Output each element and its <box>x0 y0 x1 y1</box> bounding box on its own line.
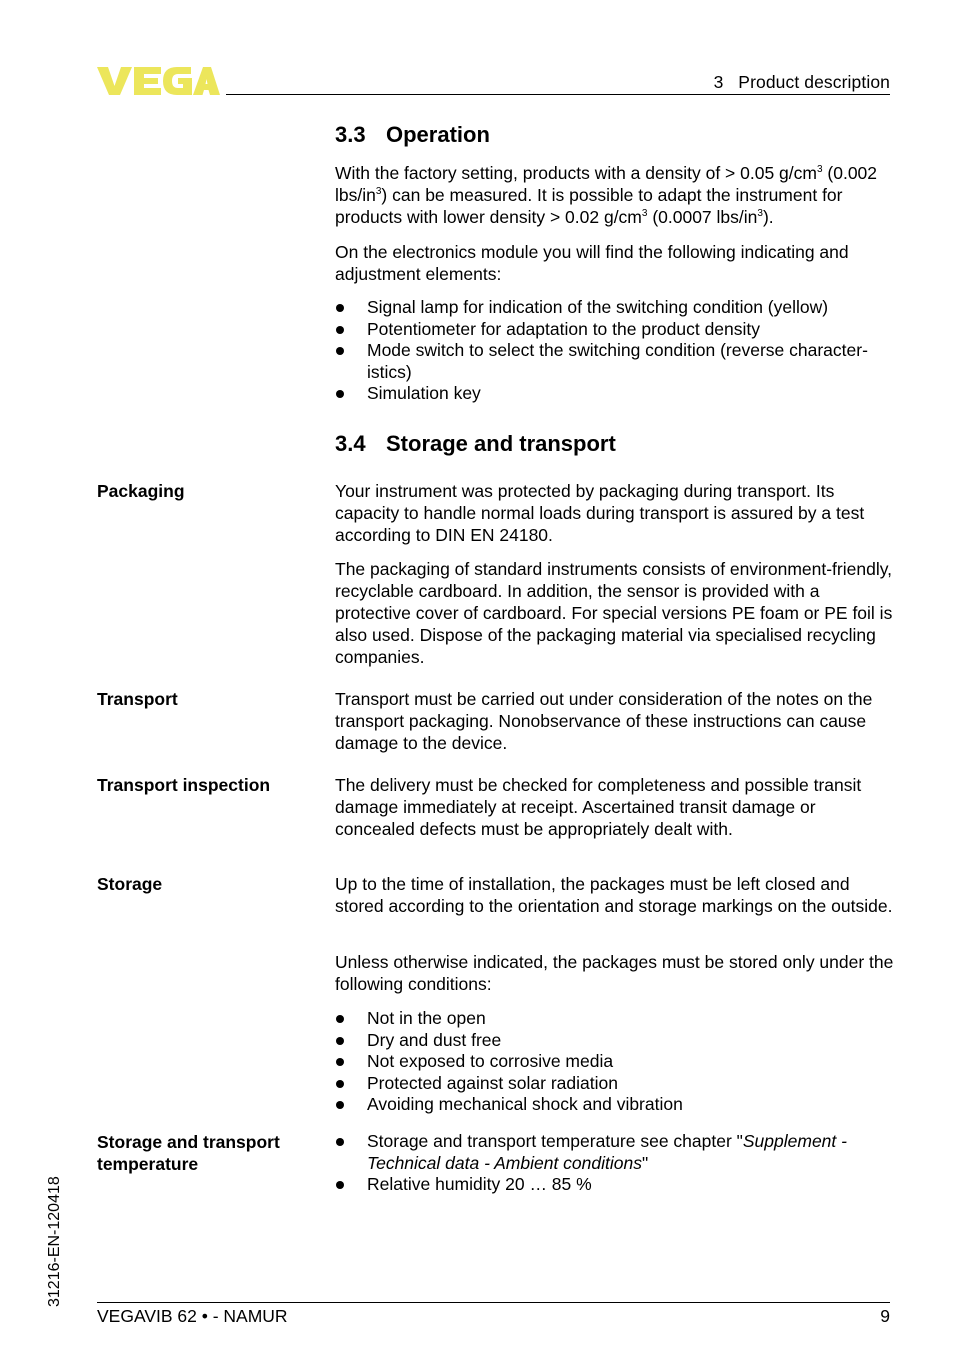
sidebar-label-storage: Storage <box>97 874 163 894</box>
vega-logo <box>97 64 220 98</box>
chapter-reference: Supplement - Technical data - Ambient conditions <box>367 1131 847 1173</box>
packaging-paragraph-1 <box>335 480 895 546</box>
footer-rule <box>97 1302 890 1303</box>
paragraph-text: The packaging of standard instruments consists of environment-friendly, recyclable cardboard. In addition, the sensor is provided with a protective cover of cardboard. For special versions PE foam or PE foil is also used. Dispose of the packaging material via specialised recycling companies. <box>335 559 893 667</box>
superscript: 3 <box>641 208 648 219</box>
storage-temperature-list <box>335 1131 895 1196</box>
packaging-paragraph-2 <box>335 558 895 668</box>
list-item: Simulation key <box>335 383 895 405</box>
text-run: With the factory setting, products with a density of > 0.05 g/cm <box>335 163 817 183</box>
label-line: Storage and transport <box>97 1132 280 1152</box>
list-item: Dry and dust free <box>335 1030 895 1052</box>
document-number: 31216-EN-120418 <box>46 1176 63 1307</box>
text-run: (0.002 lbs/in <box>335 163 878 205</box>
storage-paragraph-1 <box>335 873 895 917</box>
paragraph-text: Transport must be carried out under consideration of the notes on the transport packaging. Nonobservance of these instructions can cause damage to the device. <box>335 689 873 753</box>
operation-bullet-list <box>335 297 895 405</box>
section-number: 3.3 <box>335 122 366 147</box>
section-number: 3.4 <box>335 431 366 456</box>
storage-conditions-list <box>335 1008 895 1116</box>
superscript: 3 <box>375 186 382 197</box>
paragraph-text: The delivery must be checked for completeness and possible transit damage immediately at receipt. Ascertained transit damage or concealed defects must be appropriately dealt with. <box>335 775 862 839</box>
header-section-label: 3 Product description <box>713 72 890 92</box>
paragraph-text: Up to the time of installation, the packages must be left closed and stored according to the orientation and storage markings on the outside. <box>335 874 893 916</box>
text-run: ). <box>762 207 774 227</box>
superscript: 3 <box>757 208 763 219</box>
superscript: 3 <box>816 164 823 175</box>
vega-logo-icon <box>97 64 220 98</box>
section-title: Storage and transport <box>386 431 616 456</box>
header-rule <box>226 94 890 95</box>
text-run: " <box>641 1152 649 1173</box>
transport-inspection-paragraph <box>335 774 895 840</box>
list-item: Avoiding mechanical shock and vibration <box>335 1094 895 1116</box>
operation-paragraph-2 <box>335 241 895 285</box>
list-item: Not exposed to corrosive media <box>335 1051 895 1073</box>
list-item: Potentiometer for adaptation to the product density <box>335 319 895 341</box>
list-item: Protected against solar radiation <box>335 1073 895 1095</box>
section-heading-operation <box>335 122 895 148</box>
sidebar-label-transport-inspection: Transport inspection <box>97 775 271 795</box>
text-run: (0.0007 lbs/in <box>647 207 758 227</box>
page-number: 9 <box>880 1306 890 1326</box>
text-run: ) can be measured. It is possible to adapt the instrument for products with lower density > 0.02 g/cm <box>335 185 843 227</box>
list-item: Mode switch to select the switching condition (reverse character-istics) <box>335 340 895 383</box>
operation-paragraph-1 <box>335 162 895 228</box>
list-item: Relative humidity 20 … 85 % <box>335 1174 895 1196</box>
list-item: Signal lamp for indication of the switching condition (yellow) <box>335 297 895 319</box>
list-item <box>335 1131 895 1174</box>
paragraph-text: Your instrument was protected by packaging during transport. Its capacity to handle normal loads during transport is assured by a test according to DIN EN 24180. <box>335 481 865 545</box>
sidebar-label-transport: Transport <box>97 689 178 709</box>
label-line: temperature <box>97 1154 199 1174</box>
text-run: Storage and transport temperature see chapter " <box>367 1131 743 1151</box>
paragraph-text: On the electronics module you will find the following indicating and adjustment elements: <box>335 242 849 284</box>
sidebar-label-storage-temperature <box>97 1131 322 1175</box>
footer-product-name: VEGAVIB 62 • - NAMUR <box>97 1306 288 1326</box>
paragraph-text: Unless otherwise indicated, the packages must be stored only under the following conditions: <box>335 952 894 994</box>
list-item: Not in the open <box>335 1008 895 1030</box>
transport-paragraph <box>335 688 895 754</box>
sidebar-label-packaging: Packaging <box>97 481 185 501</box>
section-title: Operation <box>386 122 490 147</box>
storage-paragraph-2 <box>335 951 895 995</box>
section-heading-storage-transport <box>335 431 895 457</box>
